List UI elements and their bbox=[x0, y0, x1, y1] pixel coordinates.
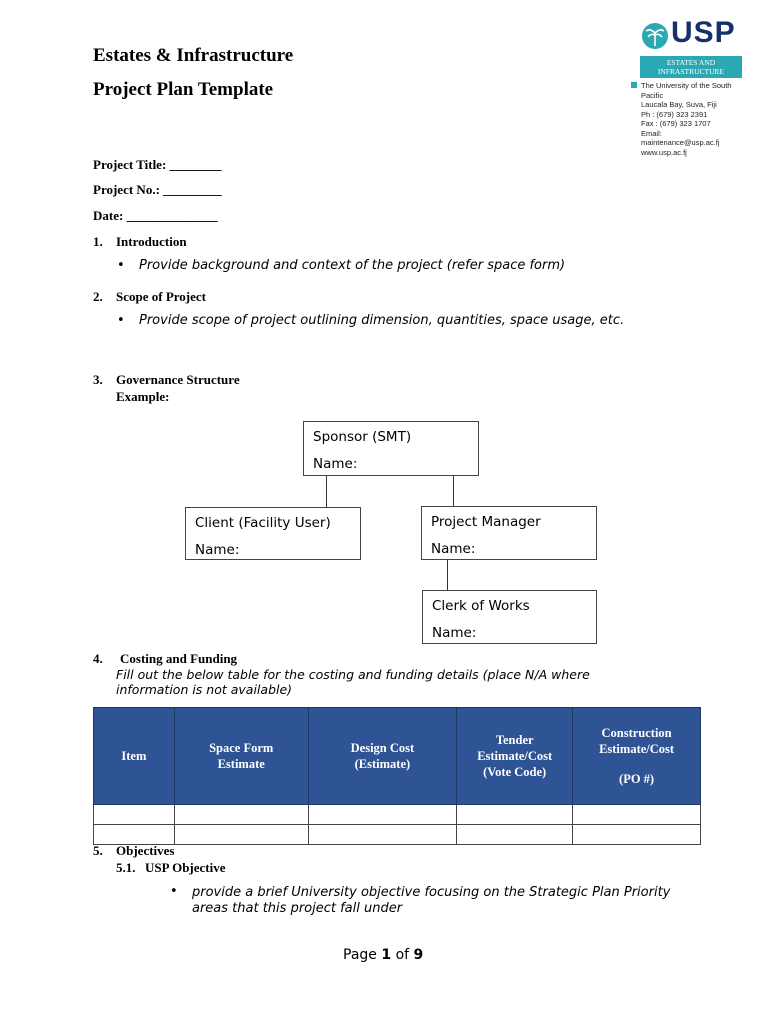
section-2-bullet: Provide scope of project outlining dimension, quantities, space usage, etc. bbox=[139, 313, 625, 328]
section-3-subtitle: Example: bbox=[116, 389, 170, 404]
address-line: Fax : (679) 323 1707 bbox=[641, 119, 711, 128]
logo-emblem-icon bbox=[640, 20, 670, 52]
section-5-1-title: USP Objective bbox=[145, 860, 226, 875]
section-3-title: Governance Structure bbox=[116, 372, 240, 387]
table-row bbox=[94, 805, 701, 825]
header-space-form: Space Form Estimate bbox=[174, 708, 308, 805]
org-role: Sponsor (SMT) bbox=[313, 429, 412, 445]
logo-band bbox=[640, 56, 742, 78]
header-construction: Construction Estimate/Cost (PO #) bbox=[573, 708, 701, 805]
section-4-number: 4. bbox=[93, 651, 103, 666]
section-5-1-number: 5.1. bbox=[116, 860, 136, 875]
cost-table bbox=[93, 707, 701, 845]
address-line: Email: maintenance@usp.ac.fj bbox=[641, 128, 720, 147]
org-box-sponsor bbox=[303, 421, 479, 476]
connector-line bbox=[447, 558, 448, 591]
note-line: information is not available) bbox=[116, 682, 293, 697]
table-cell[interactable] bbox=[573, 805, 701, 825]
project-title-field[interactable]: Project Title: ________ bbox=[93, 157, 222, 172]
table-cell[interactable] bbox=[174, 825, 308, 845]
table-cell[interactable] bbox=[308, 825, 457, 845]
table-cell[interactable] bbox=[94, 825, 175, 845]
table-cell[interactable] bbox=[457, 805, 573, 825]
address-marker-icon bbox=[631, 82, 637, 88]
page-current: 1 bbox=[381, 947, 392, 963]
bullet-icon: • bbox=[170, 884, 178, 899]
note-line: Fill out the below table for the costing and funding details (place N/A where bbox=[116, 667, 590, 682]
section-5-bullet bbox=[192, 885, 670, 917]
page-of: of bbox=[395, 947, 410, 963]
org-name: Name: bbox=[313, 456, 358, 472]
bullet-line: areas that this project fall under bbox=[192, 901, 403, 916]
org-box-project-manager bbox=[421, 506, 597, 560]
address-line: Laucala Bay, Suva, Fiji bbox=[641, 100, 717, 109]
table-header-row bbox=[94, 708, 701, 805]
org-box-client bbox=[185, 507, 361, 560]
org-name: Name: bbox=[195, 542, 240, 558]
document-title: Estates & Infrastructure bbox=[93, 45, 294, 66]
page-footer bbox=[343, 947, 423, 963]
section-4-note bbox=[116, 667, 590, 697]
usp-logo bbox=[640, 18, 742, 157]
address-line: Ph : (679) 323 2391 bbox=[641, 109, 708, 119]
section-2-number: 2. bbox=[93, 289, 103, 304]
page-label: Page bbox=[343, 947, 377, 963]
table-cell[interactable] bbox=[573, 825, 701, 845]
org-name: Name: bbox=[432, 625, 477, 641]
section-3-number: 3. bbox=[93, 372, 103, 387]
table-row bbox=[94, 825, 701, 845]
connector-line bbox=[453, 473, 454, 507]
section-4-title: Costing and Funding bbox=[120, 651, 238, 666]
header-tender: Tender Estimate/Cost (Vote Code) bbox=[457, 708, 573, 805]
bullet-line: provide a brief University objective focusing on the Strategic Plan Priority bbox=[192, 885, 671, 900]
section-2-title: Scope of Project bbox=[116, 289, 207, 304]
date-field[interactable]: Date: ______________ bbox=[93, 208, 218, 223]
org-role: Client (Facility User) bbox=[195, 515, 331, 531]
org-name: Name: bbox=[431, 541, 476, 557]
table-cell[interactable] bbox=[94, 805, 175, 825]
bullet-icon: • bbox=[117, 258, 125, 273]
header-item: Item bbox=[94, 708, 175, 805]
bullet-icon: • bbox=[117, 313, 125, 328]
logo-band-line2: INFRASTRUCTURE bbox=[657, 67, 725, 76]
section-5-number: 5. bbox=[93, 843, 103, 858]
table-cell[interactable] bbox=[457, 825, 573, 845]
table-cell[interactable] bbox=[174, 805, 308, 825]
connector-line bbox=[326, 473, 327, 509]
document-subtitle: Project Plan Template bbox=[93, 79, 274, 100]
logo-text: USP bbox=[671, 16, 736, 49]
logo-address bbox=[640, 81, 742, 157]
section-1-number: 1. bbox=[93, 234, 103, 249]
address-line: The University of the South Pacific bbox=[641, 81, 732, 100]
section-1-title: Introduction bbox=[116, 234, 187, 249]
org-box-clerk bbox=[422, 590, 597, 644]
org-role: Project Manager bbox=[431, 514, 541, 530]
header-design-cost: Design Cost (Estimate) bbox=[308, 708, 457, 805]
page-total: 9 bbox=[413, 947, 424, 963]
logo-band-line1: ESTATES AND bbox=[666, 58, 716, 67]
section-5-title: Objectives bbox=[116, 843, 175, 858]
table-cell[interactable] bbox=[308, 805, 457, 825]
address-line: www.usp.ac.fj bbox=[641, 147, 687, 157]
project-no-field[interactable]: Project No.: _________ bbox=[93, 182, 222, 197]
section-1-bullet: Provide background and context of the project (refer space form) bbox=[139, 258, 566, 273]
org-role: Clerk of Works bbox=[432, 598, 530, 614]
